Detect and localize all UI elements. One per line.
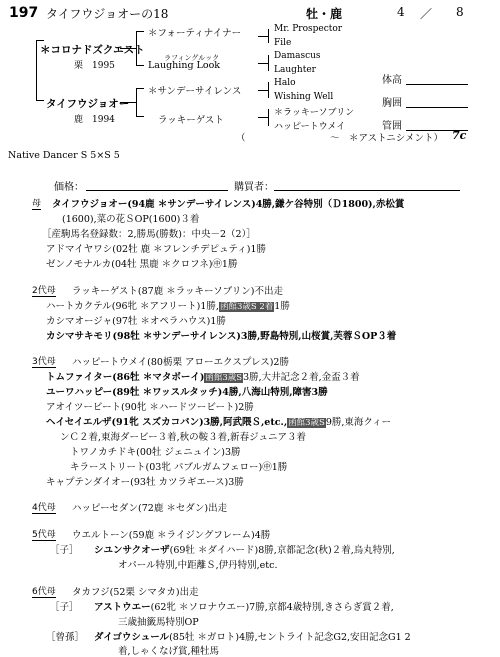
sire-name: ＊コロナドズクエスト (40, 44, 145, 56)
g3-4: Laughter (274, 65, 316, 75)
lot-number: 197 (9, 5, 39, 21)
tag-g6: 6代母 (32, 587, 56, 597)
dam-dam: ラッキーゲスト (158, 115, 224, 126)
chest-field[interactable] (406, 107, 468, 108)
g2-line-2: ハートカクテル(96牝 ＊アフリート)1勝,函館3歳S 2着1勝 (46, 301, 290, 312)
g3-7: ＊ラッキーソブリン (274, 108, 355, 118)
tag-g4: 4代母 (32, 503, 56, 513)
sire-sire: ＊フォーティナイナー (148, 28, 242, 39)
mother-line-2: (1600),菜の花ＳOP(1600)３着 (62, 214, 200, 225)
g6-c1-line: アストウエー(62牝 ＊ソロナウエー)7勝,京都4歳特別,きさらぎ賞２着, (94, 602, 394, 613)
g5-child-line: シユンサクオーザ(69牡 ＊ダイハード)8勝,京都記念(秋)２着,烏丸特別, (94, 545, 395, 556)
g6-line-1: タカフジ(52栗 シマタカ)出走 (72, 587, 199, 598)
g3-line-2: トムファイター(86牡 ＊マタボーイ)函館3歳S3勝,大井記念２着,金盃３着 (46, 372, 360, 383)
date-sep: ／ (420, 7, 433, 21)
dam-name: タイフウジョオー (46, 98, 130, 110)
g3-line-6: ンＣ２着,東海ダービー３着,秋の鞍３着,新春ジュニア３着 (60, 432, 306, 443)
date-month: 4 (397, 5, 405, 19)
sire-dam-ruby: ラフィングルック (164, 54, 220, 62)
g6-c2-line-2: 着,しゃくなげ賞,種牡馬 (118, 646, 220, 657)
height-label: 体高 (382, 75, 402, 86)
g3-line-1: ハッピートウメイ(80栃栗 アローエクスプレス)2勝 (72, 357, 289, 368)
g3-line-4: アオイツービート(90牝 ＊ハードツービート)2勝 (46, 402, 254, 413)
tag-mother: 母 (32, 199, 42, 209)
mother-line-4: アドマイヤワシ(02牡 鹿 ＊フレンチデピュティ)1勝 (46, 244, 267, 255)
g3-line-8: キラーストリート(03牝 パブルガムフェロー)㊥1勝 (70, 462, 288, 473)
g3-line-3: ユーワハッピー(89牡 ＊ワッスルタッチ)4勝,八海山特別,障害3勝 (46, 387, 328, 398)
g6-c1-line-2: 三歳抽籤馬特別OP (118, 617, 199, 628)
sire-dam: Laughing Look (148, 60, 221, 71)
bracket-dam (136, 88, 137, 116)
g6-c2-line: ダイゴウシュール(85牡 ＊ガロト)4勝,セントライト記念G2,安田記念G1 2 (94, 632, 411, 643)
sire-info: 栗 1995 (74, 61, 115, 71)
mother-line-5: ゼンノモナルカ(04牡 黒鹿 ＊クロフネ)㊥1勝 (46, 259, 238, 270)
g5-child-line-2: オパール特別,中距離Ｓ,伊丹特別,etc. (118, 560, 278, 571)
buyer-field[interactable] (274, 190, 460, 191)
horse-title: タイフウジョオーの18 (46, 7, 169, 21)
mother-line-3: ［産駒馬名登録数：2,勝馬(勝数)：中央－2（2）］ (42, 229, 256, 240)
tag-g5: 5代母 (32, 530, 56, 540)
g6-c1-tag: ［子］ (50, 602, 79, 613)
g3-line-7: トワノカチドキ(00牡 ジェニュイン)3勝 (70, 447, 241, 458)
buyer-label: 購買者： (234, 182, 274, 193)
g3-2: File (274, 38, 292, 48)
price-label: 価格： (54, 182, 84, 193)
price-field[interactable] (86, 190, 228, 191)
inbreeding: Native Dancer S 5×S 5 (8, 150, 120, 161)
g6-c2-tag: ［曾孫］ (46, 632, 85, 643)
g5-line-1: ウエルトーン(59鹿 ＊ライジングフレーム)4勝 (72, 530, 271, 541)
g3-6: Wishing Well (274, 92, 334, 102)
chest-label: 胸囲 (382, 98, 402, 109)
cannon-label: 管囲 (382, 121, 402, 132)
mother-line-1: タイフウジョオー(94鹿 ＊サンデーサイレンス)4勝,鎌ケ谷特別（Ｄ1800),赤松賞 (52, 199, 405, 210)
g5-child-tag: ［子］ (50, 545, 79, 556)
g2-line-1: ラッキーゲスト(87鹿 ＊ラッキーソブリン)不出走 (72, 286, 284, 297)
family-note: ～ ＊アストニシメント） (330, 133, 443, 144)
date-day: 8 (456, 5, 464, 19)
g2-line-3: カシマオージャ(97牡 ＊オペラハウス)1勝 (46, 316, 226, 327)
tag-g2: 2代母 (32, 286, 56, 296)
g3-8: ハッピートウメイ (274, 122, 346, 132)
g3-line-9: キャプテンダイオー(93牡 カツラギエース)3勝 (46, 477, 244, 488)
family-number: 7c (452, 129, 467, 142)
height-field[interactable] (406, 84, 468, 85)
bracket-root (36, 40, 37, 100)
sex-color: 牡・鹿 (306, 7, 343, 21)
g3-1: Mr. Prospector (274, 24, 343, 34)
g3-3: Damascus (274, 51, 321, 61)
dam-sire: ＊サンデーサイレンス (148, 86, 242, 97)
family-open: （ (236, 133, 246, 144)
g3-line-5: ヘイセイエルザ(91牝 スズカコバン)3勝,阿武隈Ｓ,etc.,函館3歳S9勝,東海クィー (46, 417, 392, 428)
g2-line-4: カシマサキモリ(98牡 ＊サンデーサイレンス)3勝,野島特別,山桜賞,芙蓉ＳOP３着 (46, 331, 397, 342)
tag-g3: 3代母 (32, 357, 56, 367)
g4-line-1: ハッピーセダン(72鹿 ＊セダン)出走 (72, 503, 228, 514)
dam-info: 鹿 1994 (74, 115, 115, 125)
g3-5: Halo (274, 78, 296, 88)
